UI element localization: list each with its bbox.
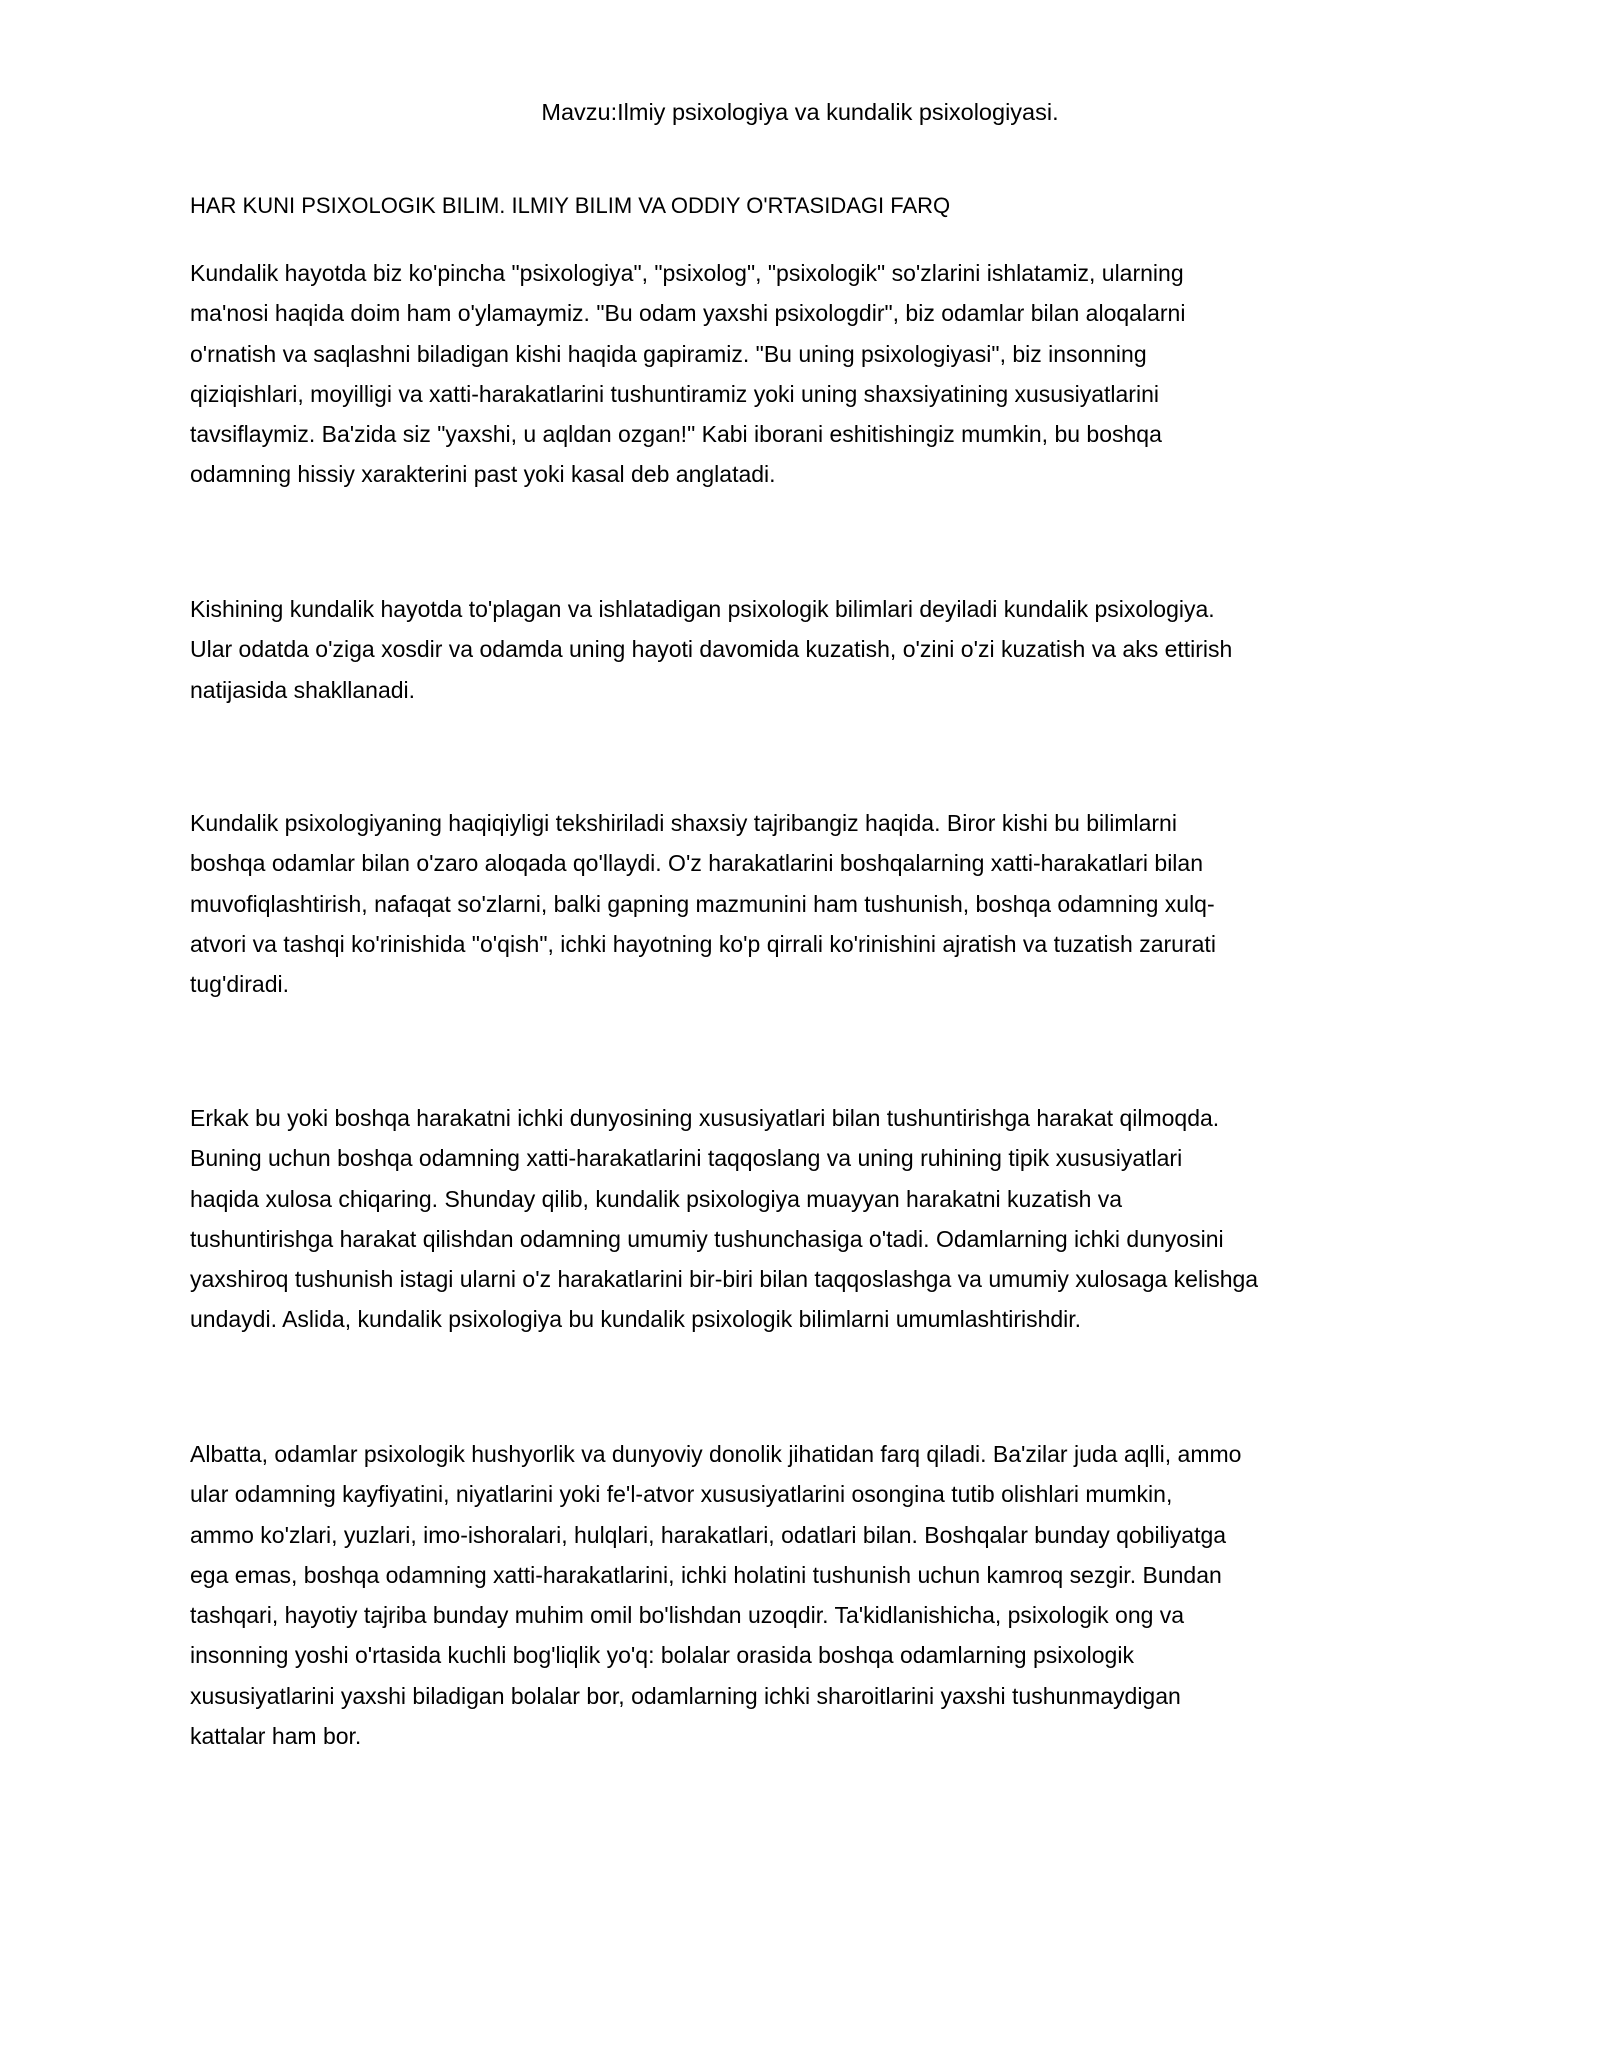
section-heading: HAR KUNI PSIXOLOGIK BILIM. ILMIY BILIM VA ODDIY O'RTASIDAGI FARQ [190,193,951,218]
paragraph-line: xususiyatlarini yaxshi biladigan bolalar bor, odamlarning ichki sharoitlarini yaxshi tushunmaydigan [190,1682,1181,1709]
paragraph-line: atvori va tashqi ko'rinishida "o'qish", ichki hayotning ko'p qirrali ko'rinishini ajratish va tuzatish zarurati [190,930,1216,957]
paragraph-3 [190,803,1428,1004]
paragraph-line: ular odamning kayfiyatini, niyatlarini yoki fe'l-atvor xususiyatlarini osongina tutib olishlari mumkin, [190,1481,1173,1508]
paragraph-line: undaydi. Aslida, kundalik psixologiya bu kundalik psixologik bilimlarni umumlashtirishdir. [190,1306,1082,1333]
paragraph-1 [190,253,1428,495]
paragraph-line: Kishining kundalik hayotda to'plagan va ishlatadigan psixologik bilimlari deyiladi kundalik psixologiya. [190,596,1215,622]
paragraph-line: Kundalik psixologiyaning haqiqiyligi tekshiriladi shaxsiy tajribangiz haqida. Biror kishi bu bilimlarni [190,810,1177,836]
paragraph-line: Buning uchun boshqa odamning xatti-harakatlarini taqqoslang va uning ruhining tipik xususiyatlari [190,1145,1183,1172]
paragraph-line: tug'diradi. [190,971,290,998]
paragraph-line: Ular odatda o'ziga xosdir va odamda uning hayoti davomida kuzatish, o'zini o'zi kuzatish va aks ettirish [190,636,1233,663]
paragraph-line: Erkak bu yoki boshqa harakatni ichki dunyosining xususiyatlari bilan tushuntirishga harakat qilmoqda. [190,1105,1220,1131]
paragraph-line: tavsiflaymiz. Ba'zida siz "yaxshi, u aqldan ozgan!" Kabi iborani eshitishingiz mumkin, bu boshqa [190,421,1162,448]
paragraph-line: ega emas, boshqa odamning xatti-harakatlarini, ichki holatini tushunish uchun kamroq sezgir. Bundan [190,1561,1222,1588]
paragraph-5 [190,1434,1428,1756]
paragraph-line: Kundalik hayotda biz ko'pincha "psixologiya", "psixolog", "psixologik" so'zlarini ishlatamiz, ularning [190,260,1184,286]
paragraph-line: insonning yoshi o'rtasida kuchli bog'liqlik yo'q: bolalar orasida boshqa odamlarning psixologik [190,1642,1134,1669]
paragraph-line: tashqari, hayotiy tajriba bunday muhim omil bo'lishdan uzoqdir. Ta'kidlanishicha, psixologik ong va [190,1602,1185,1629]
paragraph-line: yaxshiroq tushunish istagi ularni o'z harakatlarini bir-biri bilan taqqoslashga va umumiy xulosaga kelishga [190,1266,1259,1293]
paragraph-line: o'rnatish va saqlashni biladigan kishi haqida gapiramiz. "Bu uning psixologiyasi", biz insonning [190,340,1147,367]
paragraph-line: muvofiqlashtirish, nafaqat so'zlarni, balki gapning mazmunini ham tushunish, boshqa odamning xulq- [190,890,1215,917]
paragraph-line: ma'nosi haqida doim ham o'ylamaymiz. "Bu odam yaxshi psixologdir", biz odamlar bilan aloqalarni [190,300,1186,327]
paragraph-line: odamning hissiy xarakterini past yoki kasal deb anglatadi. [190,461,776,488]
paragraph-line: natijasida shakllanadi. [190,676,416,703]
paragraph-4 [190,1098,1428,1340]
paragraph-line: haqida xulosa chiqaring. Shunday qilib, kundalik psixologiya muayyan harakatni kuzatish va [190,1185,1123,1212]
paragraph-line: Albatta, odamlar psixologik hushyorlik va dunyoviy donolik jihatidan farq qiladi. Ba'zilar juda aqlli, ammo [190,1441,1242,1467]
paragraph-line: ammo ko'zlari, yuzlari, imo-ishoralari, hulqlari, harakatlari, odatlari bilan. Boshqalar bunday qobiliyatga [190,1521,1227,1548]
document-title: Mavzu:Ilmiy psixologiya va kundalik psixologiyasi. [541,99,1059,125]
paragraph-line: boshqa odamlar bilan o'zaro aloqada qo'llaydi. O'z harakatlarini boshqalarning xatti-harakatlari bilan [190,850,1203,877]
paragraph-line: kattalar ham bor. [190,1723,362,1750]
paragraph-line: qiziqishlari, moyilligi va xatti-harakatlarini tushuntiramiz yoki uning shaxsiyatining xususiyatlarini [190,380,1159,407]
paragraph-line: tushuntirishga harakat qilishdan odamning umumiy tushunchasiga o'tadi. Odamlarning ichki dunyosini [190,1225,1224,1252]
paragraph-2 [190,589,1428,710]
